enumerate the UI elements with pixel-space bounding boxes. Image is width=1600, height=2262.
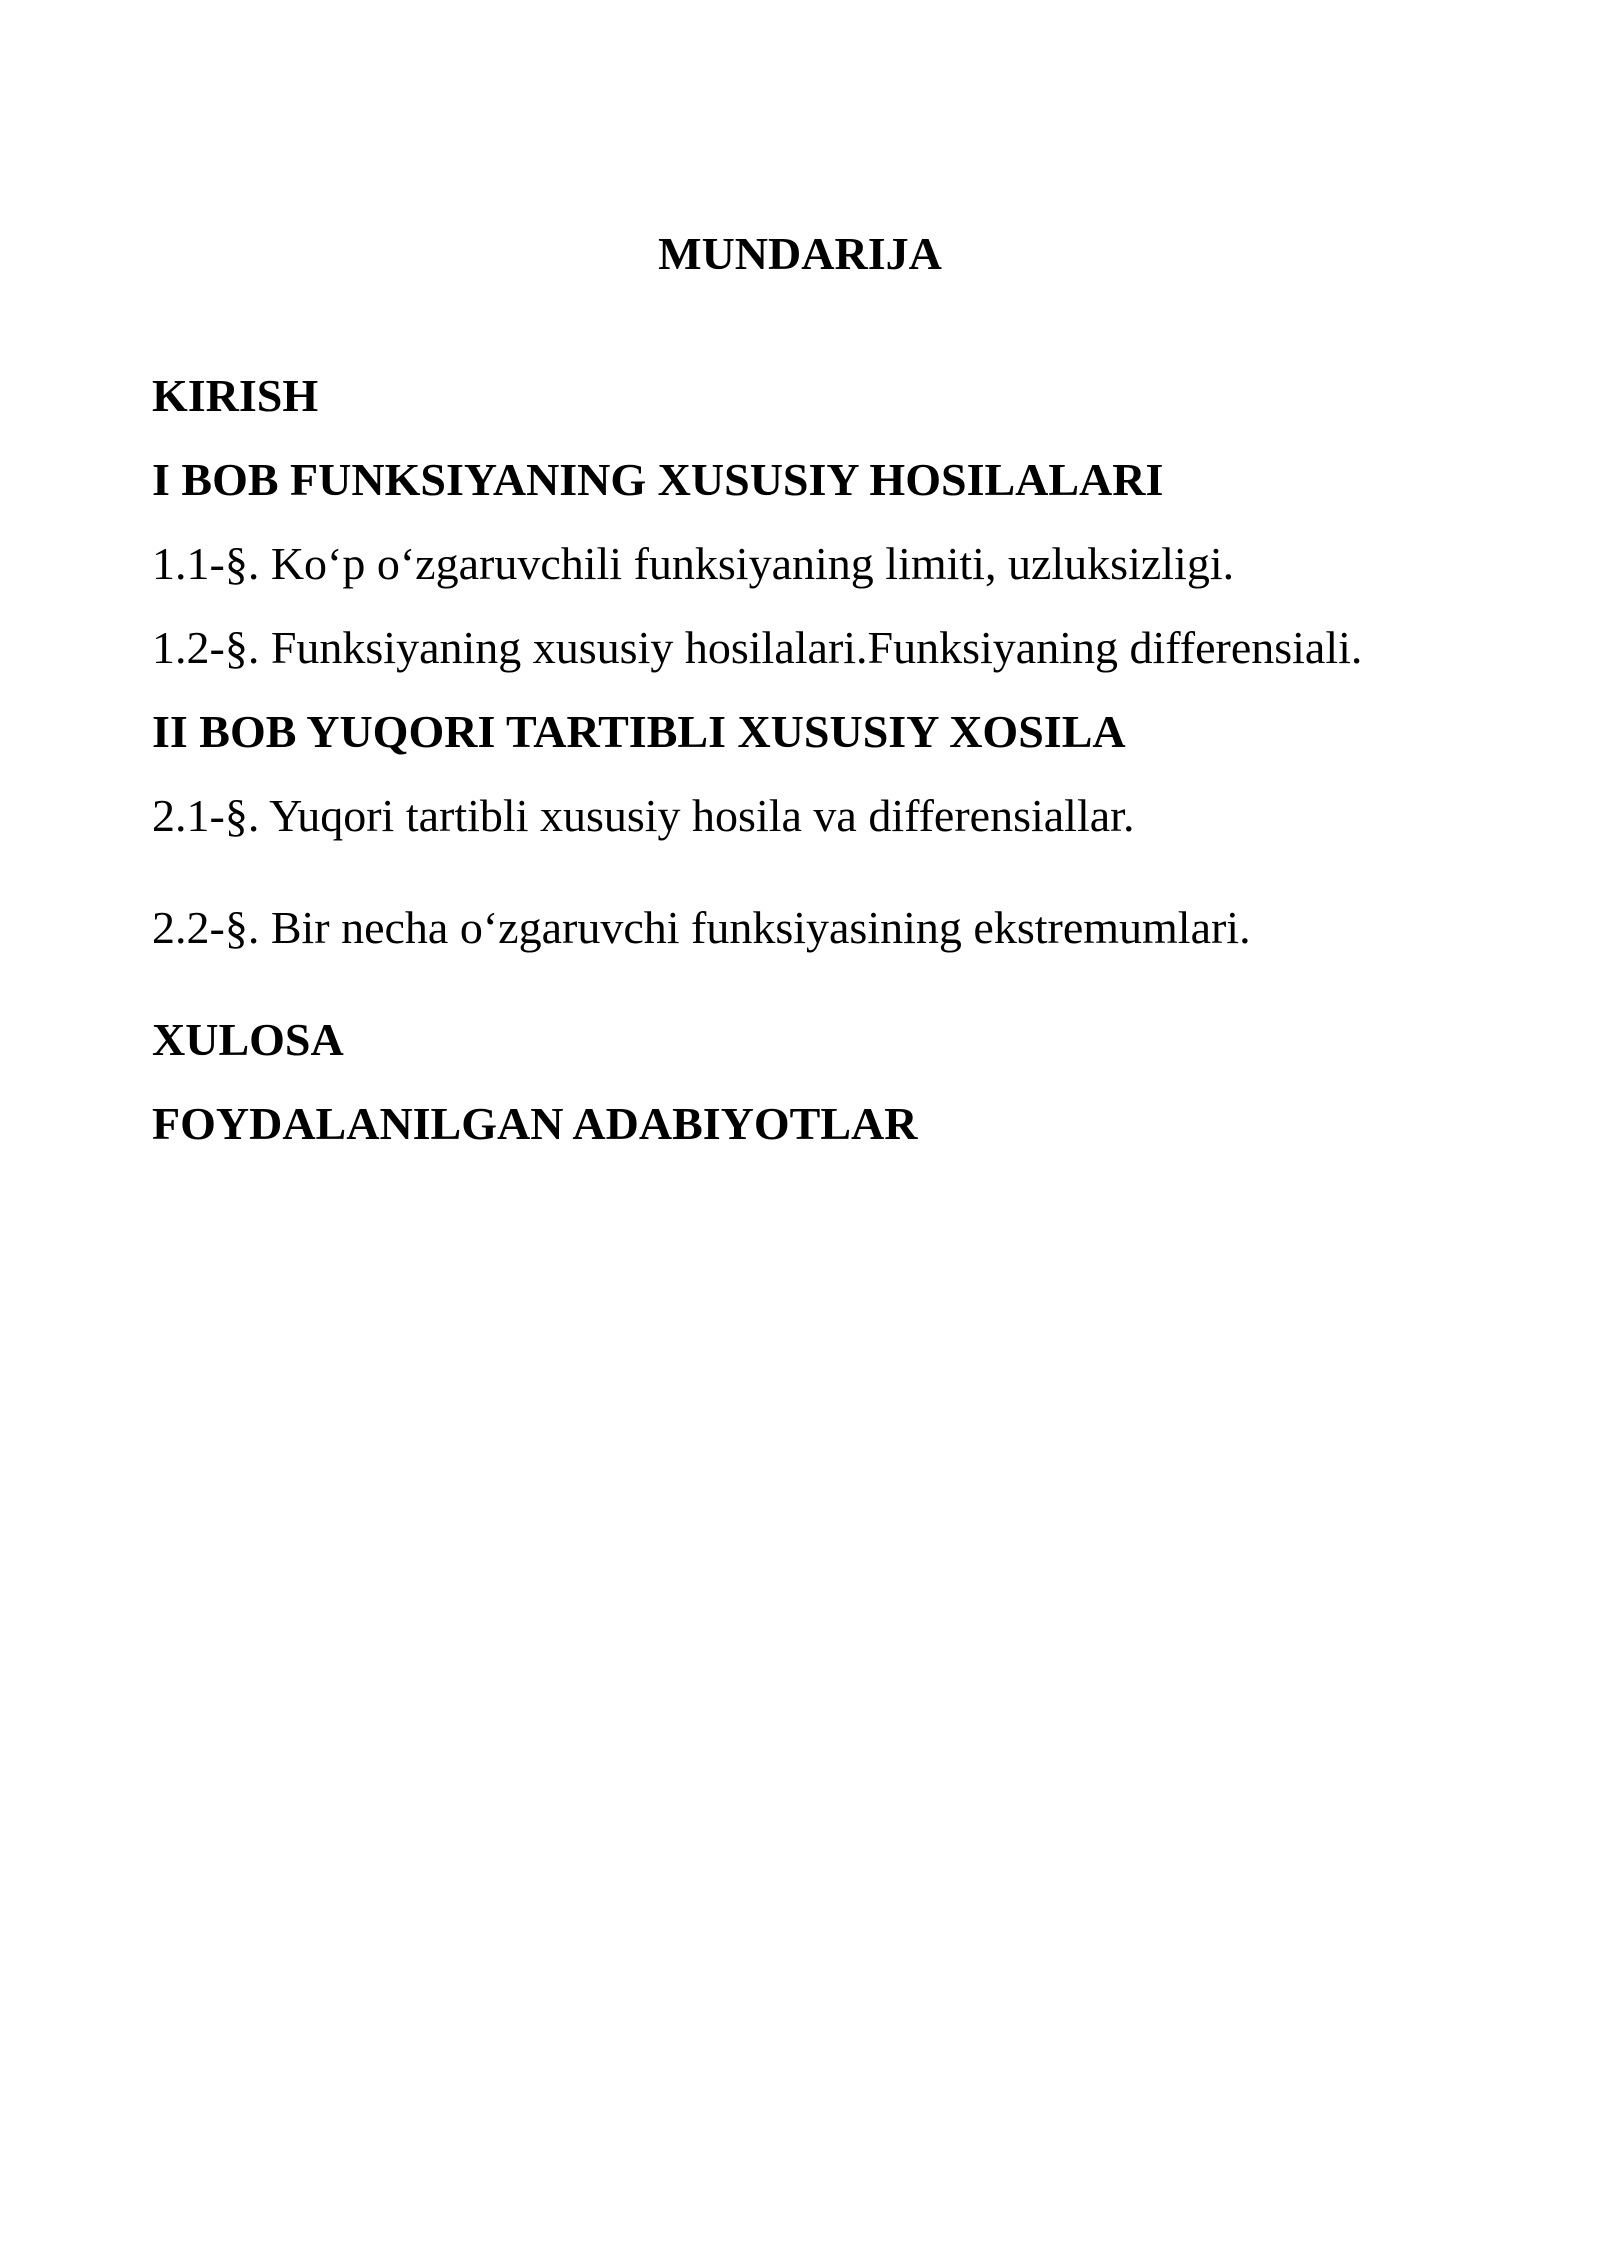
toc-heading-xulosa: XULOSA: [152, 1014, 344, 1065]
toc-section-2-1: 2.1-§. Yuqori tartibli xususiy hosila va differensiallar.: [152, 790, 1135, 841]
toc-heading-chapter-1: I BOB FUNKSIYANING XUSUSIY HOSILALARI: [152, 454, 1164, 505]
toc-section-2-2: 2.2-§. Bir necha o‘zgaruvchi funksiyasining ekstremumlari.: [152, 902, 1251, 953]
page-title: MUNDARIJA: [658, 228, 942, 279]
toc-section-1-2: 1.2-§. Funksiyaning xususiy hosilalari.Funksiyaning differensiali.: [152, 622, 1363, 673]
toc-heading-references: FOYDALANILGAN ADABIYOTLAR: [152, 1098, 918, 1149]
toc-heading-kirish: KIRISH: [152, 370, 319, 421]
toc-section-1-1: 1.1-§. Ko‘p o‘zgaruvchili funksiyaning limiti, uzluksizligi.: [152, 538, 1235, 589]
toc-heading-chapter-2: II BOB YUQORI TARTIBLI XUSUSIY XOSILA: [152, 706, 1126, 757]
